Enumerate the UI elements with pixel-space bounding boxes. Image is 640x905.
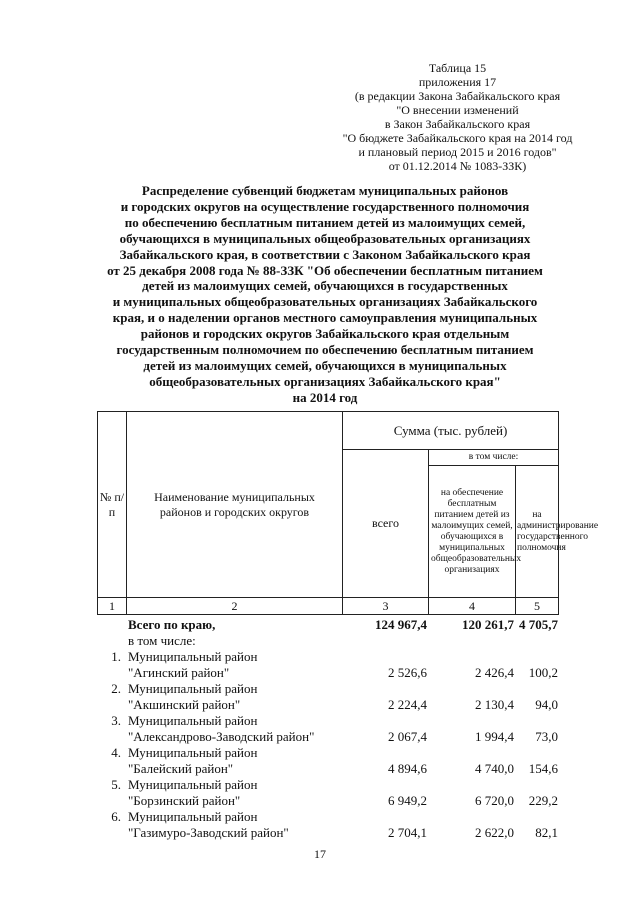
appendix-reference	[330, 61, 585, 173]
table-row	[97, 681, 558, 697]
row-name: Муниципальный район	[128, 713, 258, 728]
header-line: "О внесении изменений	[396, 103, 519, 117]
table-row	[97, 761, 558, 777]
row-number: 5.	[111, 777, 121, 792]
col-header-including: в том числе:	[429, 450, 559, 466]
title-line: и городских округов на осуществление государственного полномочия	[120, 198, 530, 214]
row-food: 1 994,4	[475, 729, 514, 744]
row-admin: 82,1	[535, 825, 558, 840]
row-name: "Агинский район"	[128, 665, 230, 680]
header-line: "О бюджете Забайкальского края на 2014 год	[342, 131, 573, 145]
row-name: Муниципальный район	[128, 681, 258, 696]
header-line: в Закон Забайкальского края	[384, 117, 531, 131]
table-row	[97, 729, 558, 745]
table-row-total	[97, 617, 558, 633]
col-number: 5	[516, 598, 559, 615]
title-line: детей из малоимущих семей, обучающихся в муниципальных	[143, 357, 507, 373]
table-row	[97, 793, 558, 809]
row-number: 6.	[111, 809, 121, 824]
title-line: Забайкальского края, в соответствии с Законом Забайкальского края	[119, 246, 531, 262]
title-line: общеобразовательных организациях Забайкальского края"	[149, 373, 501, 389]
header-line: приложения 17	[418, 75, 497, 89]
row-food: 6 720,0	[475, 793, 514, 808]
total-sublabel: в том числе:	[128, 633, 196, 648]
row-number: 1.	[111, 649, 121, 664]
total-food: 120 261,7	[462, 617, 514, 632]
col-header-num: № п/п	[98, 412, 127, 598]
row-total: 4 894,6	[388, 761, 427, 776]
row-name: Муниципальный район	[128, 777, 258, 792]
header-line: (в редакции Закона Забайкальского края	[354, 89, 561, 103]
title-line: по обеспечению бесплатным питанием детей из малоимущих семей,	[124, 214, 526, 230]
table-row	[97, 633, 558, 649]
row-total: 2 704,1	[388, 825, 427, 840]
col-number: 3	[343, 598, 429, 615]
title-line: государственным полномочием по обеспечению бесплатным питанием	[116, 342, 534, 358]
row-name: "Газимуро-Заводский район"	[128, 825, 289, 840]
row-total: 2 224,4	[388, 697, 427, 712]
row-name: "Балейский район"	[128, 761, 234, 776]
table-row	[97, 825, 558, 841]
row-number: 3.	[111, 713, 121, 728]
row-name: Муниципальный район	[128, 745, 258, 760]
header-line: Таблица 15	[428, 61, 487, 75]
total-label: Всего по краю,	[128, 617, 216, 632]
total-sum: 124 967,4	[375, 617, 427, 632]
table-body	[97, 617, 558, 841]
row-name: "Акшинский район"	[128, 697, 241, 712]
table-row	[97, 809, 558, 825]
row-food: 2 130,4	[475, 697, 514, 712]
title-line: от 25 декабря 2008 года № 88-ЗЗК "Об обеспечении бесплатным питанием	[107, 262, 543, 278]
table-row	[97, 745, 558, 761]
col-header-name: Наименование муниципальных районов и городских округов	[127, 412, 343, 598]
row-admin: 94,0	[535, 697, 558, 712]
title-line: обучающихся в муниципальных общеобразовательных организациях	[119, 230, 531, 246]
col-number: 4	[429, 598, 516, 615]
table-row	[97, 665, 558, 681]
table-row	[97, 713, 558, 729]
row-total: 2 526,6	[388, 665, 427, 680]
title-line: Распределение субвенций бюджетам муниципальных районов	[141, 183, 509, 198]
table-row	[97, 777, 558, 793]
document-title	[95, 183, 555, 406]
title-line: детей из малоимущих семей, обучающихся в государственных	[142, 278, 508, 294]
row-food: 2 426,4	[475, 665, 514, 680]
row-food: 2 622,0	[475, 825, 514, 840]
row-name: "Борзинский район"	[128, 793, 241, 808]
row-name: "Александрово-Заводский район"	[128, 729, 315, 744]
table-header	[97, 411, 599, 615]
table-row	[97, 697, 558, 713]
title-line: на 2014 год	[292, 389, 358, 405]
total-admin: 4 705,7	[519, 617, 558, 632]
col-header-admin: на администрирование государственного полномочия	[516, 466, 559, 598]
col-number: 2	[127, 598, 343, 615]
title-line: края, и о наделении органов местного самоуправления муниципальных	[112, 310, 538, 326]
row-admin: 73,0	[535, 729, 558, 744]
row-number: 2.	[111, 681, 121, 696]
row-total: 2 067,4	[388, 729, 427, 744]
row-total: 6 949,2	[388, 793, 427, 808]
title-line: районов и городских округов Забайкальского края отдельным	[140, 326, 510, 342]
row-admin: 100,2	[528, 665, 558, 680]
header-line: и плановый период 2015 и 2016 годов"	[358, 145, 557, 159]
col-number: 1	[98, 598, 127, 615]
row-number: 4.	[111, 745, 121, 760]
col-header-total: всего	[343, 450, 429, 598]
page-number: 17	[314, 847, 326, 861]
row-admin: 229,2	[528, 793, 558, 808]
row-name: Муниципальный район	[128, 649, 258, 664]
row-name: Муниципальный район	[128, 809, 258, 824]
table-row	[97, 649, 558, 665]
header-line: от 01.12.2014 № 1083-ЗЗК)	[388, 159, 527, 173]
title-line: и муниципальных общеобразовательных организациях Забайкальского	[112, 294, 538, 310]
col-header-food: на обеспечение бесплатным питанием детей из малоимущих семей, обучающихся в муниципальных общеобразовательных организациях	[429, 466, 516, 598]
row-food: 4 740,0	[475, 761, 514, 776]
col-header-sum: Сумма (тыс. рублей)	[343, 412, 559, 450]
row-admin: 154,6	[528, 761, 558, 776]
